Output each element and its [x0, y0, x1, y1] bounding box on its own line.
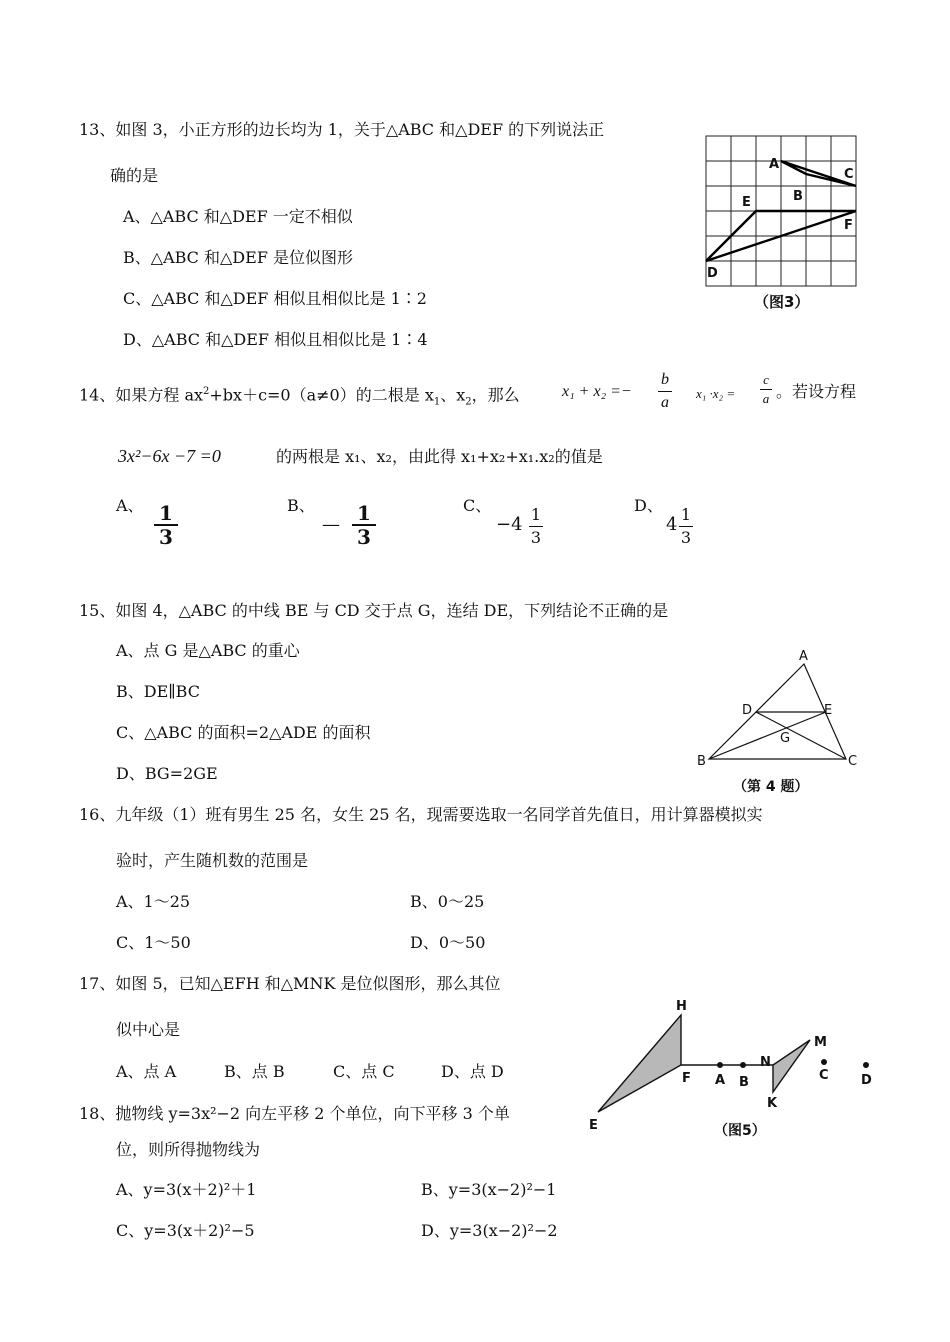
- fig3-label-d: D: [707, 266, 718, 281]
- triangle-mnk: [773, 1040, 810, 1092]
- point-b: [740, 1062, 746, 1068]
- q14-option-b-sign: —: [322, 514, 340, 535]
- fig3-label-c: C: [844, 167, 854, 182]
- q14-sum-fraction: [658, 370, 672, 413]
- q16-option-c: C、1～50: [116, 933, 191, 952]
- q14-option-b-den: 3: [357, 525, 371, 549]
- q14-stem-e: 。若设方程: [776, 382, 857, 401]
- q17-option-a: A、点 A: [116, 1062, 177, 1081]
- q18-option-a: A、y=3(x＋2)²＋1: [116, 1180, 257, 1199]
- q14-sum-lhs: x₁ + x₂ =−: [562, 383, 632, 400]
- q14-option-a-den: 3: [159, 525, 173, 549]
- q15-stem: 15、如图 4，△ABC 的中线 BE 与 CD 交于点 G，连结 DE，下列结论不正确的是: [79, 601, 669, 620]
- q17-option-c: C、点 C: [333, 1062, 395, 1081]
- q13-stem-line2: 确的是: [110, 166, 159, 185]
- fig5-label-c: C: [819, 1068, 829, 1083]
- q15-option-c: C、△ABC 的面积=2△ADE 的面积: [116, 723, 371, 742]
- fig5-label-f: F: [682, 1071, 691, 1086]
- fig3-label-a: A: [769, 157, 780, 172]
- fig5-label-a: A: [715, 1073, 726, 1088]
- q16-stem-line1: 16、九年级（1）班有男生 25 名，女生 25 名，现需要选取一名同学首先值日，用计算器模拟实: [79, 805, 763, 824]
- q14-sum-den: a: [661, 394, 669, 411]
- figure-3-grid: [700, 132, 865, 314]
- fig4-label-e: E: [824, 703, 833, 718]
- fig3-label-e: E: [742, 195, 751, 210]
- q13-option-b: B、△ABC 和△DEF 是位似图形: [123, 248, 354, 267]
- q15-option-b: B、DE∥BC: [116, 682, 200, 701]
- q14-prod-lhs: x₁ ·x₂ =: [696, 386, 736, 401]
- fig5-label-n: N: [760, 1055, 771, 1070]
- q13-option-d: D、△ABC 和△DEF 相似且相似比是 1∶4: [123, 330, 428, 349]
- fig3-caption: （图3）: [754, 293, 810, 311]
- q16-option-b: B、0～25: [410, 892, 485, 911]
- q14-option-a-label: A、: [116, 496, 144, 515]
- q16-stem-line2: 验时，产生随机数的范围是: [116, 851, 309, 870]
- q14-stem-b: +bx＋c=0（a≠0）的二根是 x: [209, 385, 434, 405]
- q14-option-d-fraction: [679, 505, 693, 548]
- q14-option-b-label: B、: [287, 496, 315, 515]
- median-cd: [756, 712, 846, 759]
- figure-5-homothety: [584, 992, 884, 1146]
- q14-stem-a: 14、如果方程 ax: [79, 385, 204, 405]
- q14-stem-line1: 14、如果方程 $ax^2+bx+c=0(a\ne 0)$的二根是 $x_1$、$x_2$，那么: [79, 385, 520, 408]
- q14-option-d-den: 3: [680, 528, 692, 547]
- q14-option-c-whole: −4: [496, 514, 523, 535]
- fig4-label-d: D: [742, 703, 753, 718]
- q18-option-d: D、y=3(x−2)²−2: [421, 1221, 558, 1240]
- fig4-label-c: C: [848, 754, 858, 769]
- q14-option-d-num: 1: [680, 505, 692, 524]
- q14-option-b-fraction: [352, 503, 376, 547]
- q17-stem-line2: 似中心是: [116, 1020, 181, 1039]
- triangle-efh: [598, 1015, 681, 1112]
- q14-option-c-fraction: [529, 505, 543, 548]
- fig4-label-a: A: [799, 649, 808, 664]
- point-a: [717, 1062, 723, 1068]
- q14-option-b-num: 1: [357, 501, 371, 525]
- q18-stem-line1: 18、抛物线 y=3x²−2 向左平移 2 个单位，向下平移 3 个单: [79, 1104, 510, 1123]
- q17-option-b: B、点 B: [224, 1062, 285, 1081]
- q16-option-a: A、1～25: [116, 892, 191, 911]
- fig5-label-m: M: [814, 1035, 827, 1050]
- q14-prod-den: a: [762, 391, 770, 406]
- fig5-label-h: H: [676, 999, 687, 1014]
- fig4-caption: （第 4 题）: [733, 779, 809, 795]
- q15-option-a: A、点 G 是△ABC 的重心: [116, 641, 300, 660]
- q14-option-a-num: 1: [159, 501, 173, 525]
- q13-option-a: A、△ABC 和△DEF 一定不相似: [123, 207, 353, 226]
- fig5-label-e: E: [589, 1118, 598, 1133]
- fig3-label-f: F: [844, 218, 853, 233]
- q14-option-c-num: 1: [530, 505, 542, 524]
- q14-stem-d: ，那么: [471, 385, 520, 405]
- q13-stem-line1: 13、如图 3，小正方形的边长均为 1，关于△ABC 和△DEF 的下列说法正: [79, 120, 605, 139]
- q14-option-d-label: D、: [634, 496, 663, 515]
- point-d: [863, 1062, 869, 1068]
- fig5-caption: （图5）: [714, 1123, 766, 1139]
- fig4-label-g: G: [780, 731, 791, 746]
- fig5-label-d: D: [861, 1073, 872, 1088]
- figure-4-triangle: [696, 644, 866, 800]
- q14-stem-line2: 的两根是 x₁、x₂，由此得 x₁+x₂+x₁.x₂的值是: [276, 447, 603, 466]
- q14-prod-formula: [696, 384, 735, 404]
- q14-prod-num: c: [763, 372, 769, 387]
- q14-equation: 3x²−6x −7 =0: [118, 446, 221, 466]
- q14-prod-fraction: [760, 372, 772, 407]
- q15-option-d: D、BG=2GE: [116, 764, 218, 783]
- q14-stem-c: 、x: [440, 385, 466, 405]
- q13-option-c: C、△ABC 和△DEF 相似且相似比是 1∶2: [123, 289, 427, 308]
- q14-sum-num: b: [661, 371, 669, 388]
- median-be: [709, 712, 826, 759]
- q17-option-d: D、点 D: [441, 1062, 504, 1081]
- fig5-label-k: K: [767, 1096, 778, 1111]
- q14-sum-formula: [562, 382, 632, 402]
- q17-stem-line1: 17、如图 5，已知△EFH 和△MNK 是位似图形，那么其位: [79, 974, 501, 993]
- q14-option-c-den: 3: [530, 528, 542, 547]
- q18-stem-line2: 位，则所得抛物线为: [116, 1140, 261, 1159]
- q14-option-a-fraction: [154, 503, 178, 547]
- q14-option-d-whole: 4: [666, 514, 678, 535]
- fig3-label-b: B: [793, 189, 803, 204]
- fig4-label-b: B: [697, 754, 706, 769]
- q16-option-d: D、0～50: [410, 933, 486, 952]
- q14-option-c-label: C、: [463, 496, 492, 515]
- q18-option-c: C、y=3(x＋2)²−5: [116, 1221, 255, 1240]
- fig5-label-b: B: [739, 1075, 749, 1090]
- point-c: [821, 1059, 827, 1065]
- q18-option-b: B、y=3(x−2)²−1: [421, 1180, 557, 1199]
